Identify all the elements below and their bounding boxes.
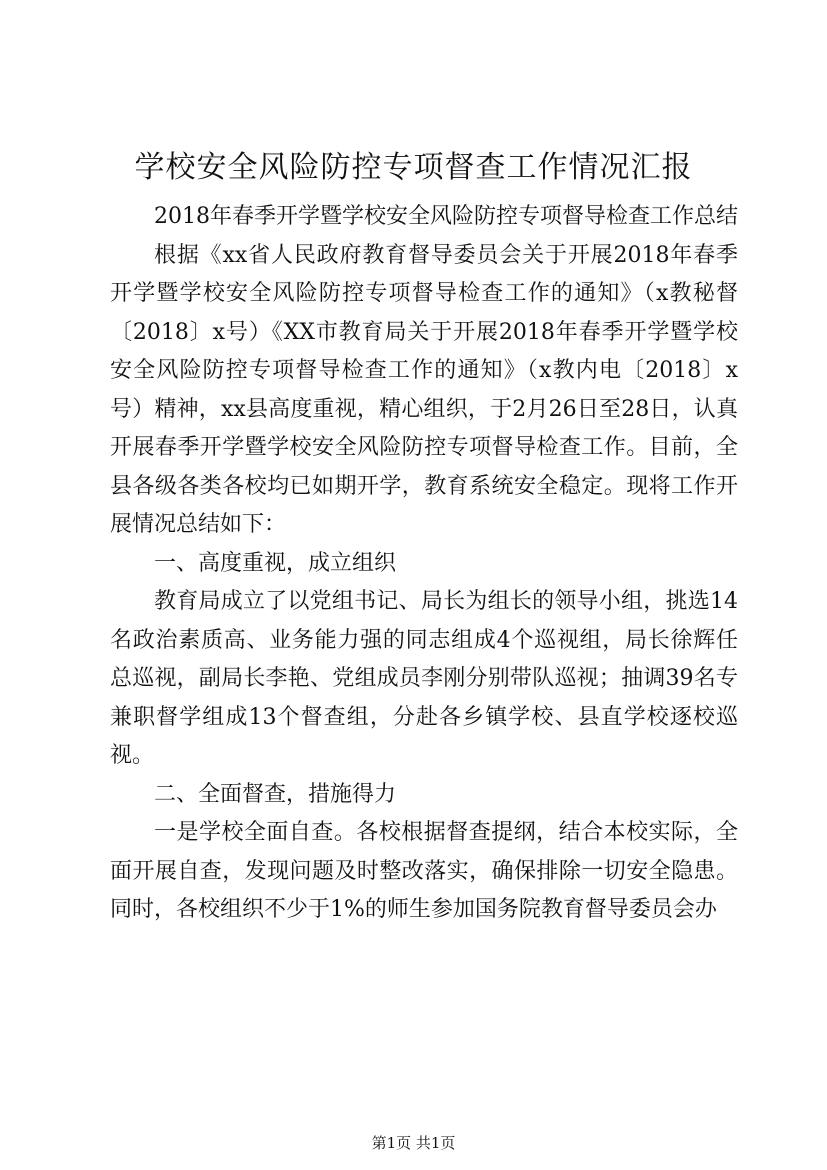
subtitle-paragraph: 2018年春季开学暨学校安全风险防控专项督导检查工作总结 (154, 204, 738, 229)
document-body (110, 198, 738, 930)
section-heading-2: 二、全面督查，措施得力 (154, 781, 397, 807)
section-1-paragraph: 教育局成立了以党组书记、局长为组长的领导小组，挑选14名政治素质高、业务能力强的同志组成4个巡视组，局长徐辉任总巡视，副局长李艳、党组成员李刚分别带队巡视；抽调39名专兼职督学组成13个督查组，分赴各乡镇学校、县直学校逐校巡视。 (110, 589, 738, 768)
intro-paragraph: 根据《xx省人民政府教育督导委员会关于开展2018年春季开学暨学校安全风险防控专项督导检查工作的通知》（x教秘督〔2018〕x号）《XX市教育局关于开展2018年春季开学暨学校安全风险防控专项督导检查工作的通知》（x教内电〔2018〕x号）精神，xx县高度重视，精心组织，于2月26日至28日，认真开展春季开学暨学校安全风险防控专项督导检查工作。目前，全县各级各类各校均已如期开学，教育系统安全稳定。现将工作开展情况总结如下： (110, 242, 738, 537)
section-2-paragraph: 一是学校全面自查。各校根据督查提纲，结合本校实际，全面开展自查，发现问题及时整改落实，确保排除一切安全隐患。同时，各校组织不少于1%的师生参加国务院教育督导委员会办 (110, 820, 738, 922)
page-footer: 第1页 共1页 (371, 1134, 456, 1152)
section-heading-1: 一、高度重视，成立组织 (154, 550, 397, 576)
document-title: 学校安全风险防控专项督查工作情况汇报 (134, 150, 693, 185)
